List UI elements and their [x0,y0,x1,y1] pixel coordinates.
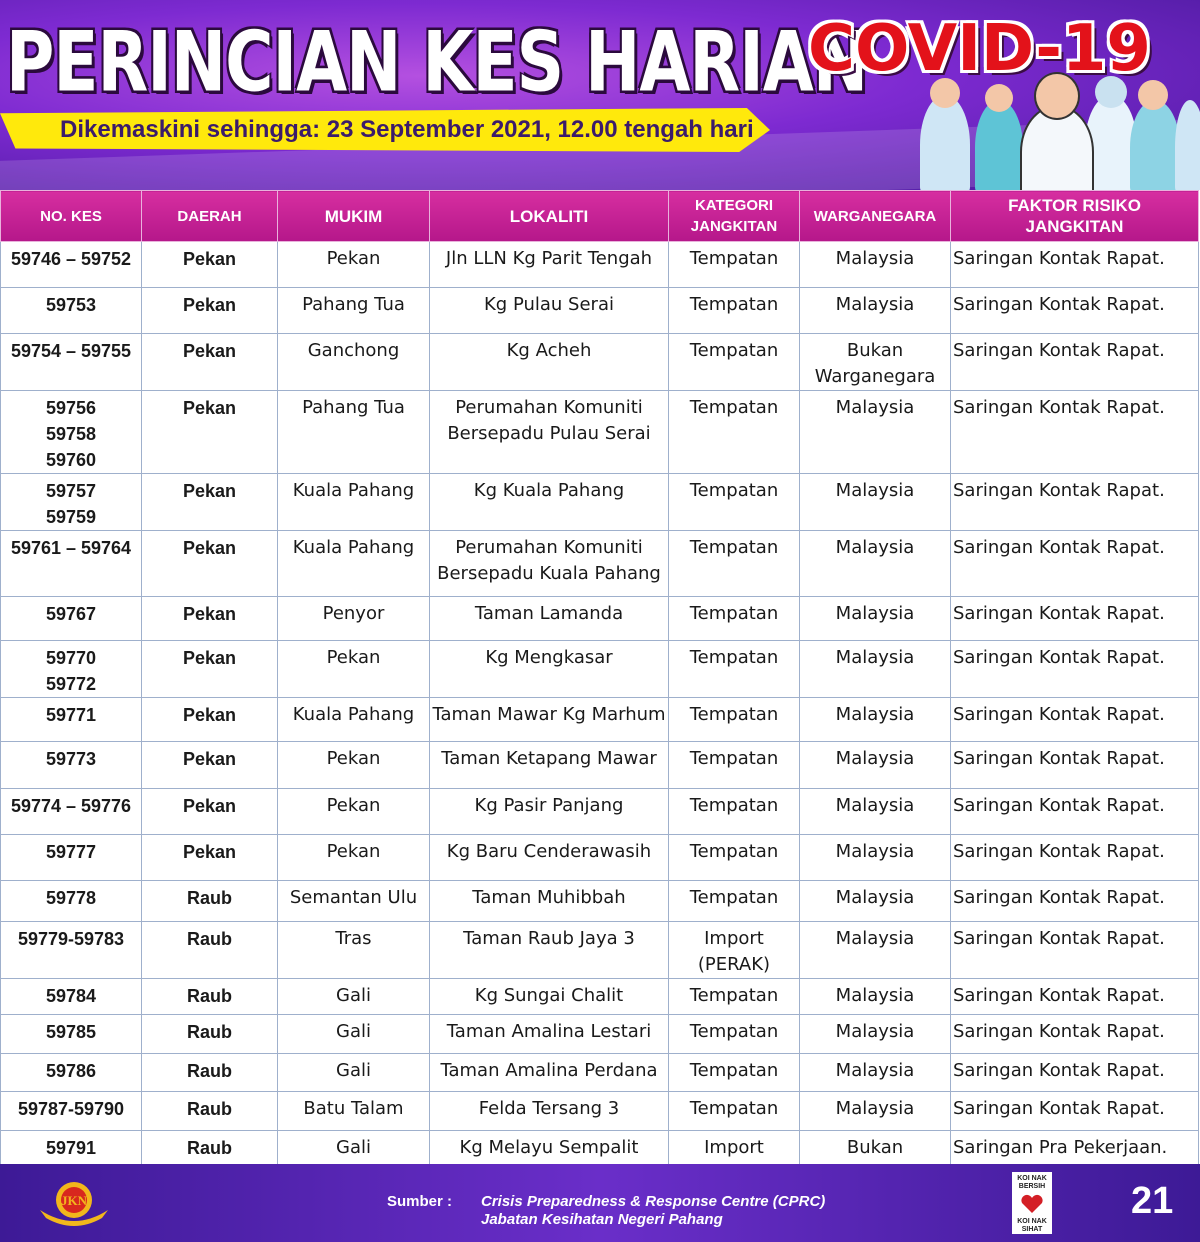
cell-no-kes [1,742,142,789]
cell-warganegara-line: Malaysia [835,985,915,1006]
cell-daerah: Raub [142,881,278,922]
cell-kategori-line: Tempatan [689,1021,779,1042]
update-date: Dikemaskini sehingga: 23 September 2021, 12.00 tengah hari [60,116,754,143]
col-header-no-kes: NO. KES [1,191,142,242]
cell-warganegara [800,698,951,742]
col-header-kategori-line2: JANGKITAN [690,218,778,235]
cell-warganegara-line: Malaysia [835,795,915,816]
source-label: Sumber : [387,1193,453,1210]
cell-no-kes [1,789,142,835]
cell-faktor: Saringan Kontak Rapat. [951,1015,1199,1054]
cell-daerah: Pekan [142,391,278,474]
cell-lokaliti-line: Taman Amalina Lestari [446,1021,652,1042]
table-row [1,1054,1199,1092]
cell-mukim: Pekan [278,242,430,288]
cell-mukim: Gali [278,1131,430,1188]
cell-lokaliti [430,334,669,391]
cell-lokaliti [430,698,669,742]
cell-kategori [669,922,800,979]
cell-mukim: Semantan Ulu [278,881,430,922]
cell-faktor: Saringan Kontak Rapat. [951,474,1199,531]
cell-lokaliti-line: Kg Sungai Chalit [474,985,624,1006]
cell-mukim: Pahang Tua [278,288,430,334]
cell-no-kes [1,242,142,288]
cell-faktor: Saringan Kontak Rapat. [951,531,1199,597]
cell-lokaliti-line: Taman Amalina Perdana [440,1060,658,1081]
cell-no-kes-line: 59786 [45,1061,97,1081]
cell-no-kes [1,698,142,742]
source-line-1: Crisis Preparedness & Response Centre (CPRC) [481,1193,826,1210]
cell-daerah: Pekan [142,474,278,531]
cell-lokaliti-line: Taman Mawar Kg Marhum [432,704,666,725]
cell-no-kes [1,881,142,922]
cell-lokaliti-line: Taman Lamanda [474,603,624,624]
cell-warganegara [800,334,951,391]
cell-warganegara [800,922,951,979]
cell-warganegara-line: Malaysia [835,397,915,418]
cell-daerah: Pekan [142,641,278,698]
koi-logo-bottom-text: KOI NAK SIHAT [1017,1218,1047,1233]
cell-daerah: Raub [142,1015,278,1054]
cell-warganegara [800,597,951,641]
cell-daerah: Pekan [142,531,278,597]
cell-lokaliti-line: Bersepadu Kuala Pahang [437,563,661,584]
table-row [1,881,1199,922]
cell-lokaliti [430,391,669,474]
cell-kategori [669,1054,800,1092]
cell-lokaliti [430,597,669,641]
cell-no-kes [1,288,142,334]
cell-kategori-line: Import [704,928,764,949]
cell-lokaliti-line: Kg Pulau Serai [484,294,614,315]
cell-lokaliti [430,1092,669,1131]
cell-faktor: Saringan Kontak Rapat. [951,391,1199,474]
header-banner [0,0,1200,190]
cell-mukim: Penyor [278,597,430,641]
col-header-lokaliti: LOKALITI [430,191,669,242]
cell-no-kes-line: 59770 [45,648,97,668]
cell-lokaliti [430,531,669,597]
cell-daerah: Raub [142,1092,278,1131]
cell-daerah: Pekan [142,242,278,288]
cell-kategori-line: Tempatan [689,603,779,624]
cell-faktor: Saringan Kontak Rapat. [951,698,1199,742]
cell-warganegara-line: Warganegara [814,366,936,387]
cell-daerah: Pekan [142,597,278,641]
cases-table [0,190,1199,1188]
cell-warganegara [800,979,951,1015]
cell-lokaliti-line: Taman Muhibbah [472,887,626,908]
cell-warganegara [800,881,951,922]
cell-no-kes-line: 59784 [45,986,97,1006]
cell-faktor: Saringan Kontak Rapat. [951,288,1199,334]
cell-kategori [669,979,800,1015]
table-row [1,391,1199,474]
cell-no-kes-line: 59746 – 59752 [10,249,132,269]
cell-kategori-line: Tempatan [689,1098,779,1119]
cell-daerah: Pekan [142,698,278,742]
cell-warganegara [800,288,951,334]
cell-warganegara-line: Malaysia [835,248,915,269]
cell-no-kes-line: 59758 [45,424,97,444]
cell-lokaliti [430,641,669,698]
cell-lokaliti-line: Kg Pasir Panjang [474,795,624,816]
cell-kategori-line: Tempatan [689,795,779,816]
page-number: 21 [1131,1180,1174,1222]
col-header-faktor [951,191,1199,242]
jkn-logo-icon [36,1176,112,1232]
cell-warganegara-line: Malaysia [835,1060,915,1081]
cell-kategori [669,531,800,597]
koi-logo-top-text: KOI NAK BERSIH [1017,1175,1047,1190]
cell-lokaliti-line: Taman Ketapang Mawar [441,748,657,769]
cell-faktor: Saringan Kontak Rapat. [951,835,1199,881]
cell-warganegara [800,242,951,288]
cell-mukim: Pekan [278,789,430,835]
cell-warganegara-line: Malaysia [835,704,915,725]
cell-no-kes [1,835,142,881]
cell-no-kes [1,1092,142,1131]
cell-lokaliti [430,922,669,979]
cell-kategori [669,742,800,789]
cell-lokaliti [430,242,669,288]
cell-kategori [669,474,800,531]
cell-faktor: Saringan Kontak Rapat. [951,334,1199,391]
cell-kategori-line: Tempatan [689,397,779,418]
cell-warganegara-line: Malaysia [835,1098,915,1119]
col-header-warganegara: WARGANEGARA [800,191,951,242]
cell-lokaliti-line: Kg Baru Cenderawasih [446,841,652,862]
cell-no-kes [1,531,142,597]
table-row [1,334,1199,391]
table-row [1,979,1199,1015]
cell-mukim: Pekan [278,742,430,789]
cell-kategori [669,698,800,742]
cell-kategori [669,789,800,835]
table-row [1,474,1199,531]
cell-daerah: Pekan [142,334,278,391]
cell-mukim: Tras [278,922,430,979]
cell-kategori [669,835,800,881]
cell-warganegara-line: Malaysia [835,480,915,501]
cell-lokaliti [430,742,669,789]
cell-lokaliti [430,474,669,531]
covid-title: COVID-19 [808,12,1151,86]
cell-no-kes-line: 59778 [45,888,97,908]
cell-lokaliti [430,288,669,334]
cell-faktor: Saringan Pra Pekerjaan. [951,1131,1199,1188]
cell-daerah: Pekan [142,742,278,789]
cell-warganegara-line: Malaysia [835,887,915,908]
cell-faktor: Saringan Kontak Rapat. [951,922,1199,979]
table-row [1,835,1199,881]
cell-no-kes [1,474,142,531]
cell-warganegara-line: Malaysia [835,928,915,949]
table-row [1,242,1199,288]
cell-mukim: Kuala Pahang [278,698,430,742]
cell-kategori [669,391,800,474]
cell-no-kes-line: 59759 [45,507,97,527]
cell-no-kes-line: 59785 [45,1022,97,1042]
cell-no-kes [1,1015,142,1054]
cell-kategori-line: (PERAK) [697,954,771,975]
table-header-row [1,191,1199,242]
table-row [1,531,1199,597]
cell-kategori-line: Tempatan [689,1060,779,1081]
cell-no-kes-line: 59777 [45,842,97,862]
cell-kategori-line: Tempatan [689,480,779,501]
cell-warganegara [800,474,951,531]
cell-kategori [669,641,800,698]
cell-no-kes-line: 59754 – 59755 [10,341,132,361]
cell-faktor: Saringan Kontak Rapat. [951,742,1199,789]
table-row [1,789,1199,835]
cell-daerah: Raub [142,922,278,979]
cell-kategori-line: Tempatan [689,340,779,361]
cell-kategori [669,1015,800,1054]
cell-warganegara-line: Bukan [846,340,904,361]
cell-lokaliti [430,1015,669,1054]
cell-faktor: Saringan Kontak Rapat. [951,789,1199,835]
cell-warganegara [800,835,951,881]
cell-lokaliti-line: Felda Tersang 3 [478,1098,620,1119]
cell-mukim: Gali [278,1054,430,1092]
cell-lokaliti-line: Perumahan Komuniti [455,397,643,418]
table-row [1,922,1199,979]
cell-no-kes-line: 59774 – 59776 [10,796,132,816]
cell-warganegara-line: Malaysia [835,647,915,668]
cell-no-kes-line: 59760 [45,450,97,470]
cell-warganegara-line: Malaysia [835,841,915,862]
cell-mukim: Pahang Tua [278,391,430,474]
cell-mukim: Pekan [278,835,430,881]
cell-lokaliti-line: Taman Raub Jaya 3 [463,928,635,949]
col-header-faktor-line2: JANGKITAN [1025,217,1124,236]
cell-faktor: Saringan Kontak Rapat. [951,242,1199,288]
page-title: PERINCIAN KES HARIAN [6,14,868,111]
cell-lokaliti-line: Kg Melayu Sempalit [459,1137,639,1158]
table-row [1,1015,1199,1054]
footer [0,1164,1200,1242]
cell-kategori-line: Tempatan [689,294,779,315]
cell-faktor: Saringan Kontak Rapat. [951,597,1199,641]
jkn-logo-text: JKN [61,1193,87,1208]
source-line-2: Jabatan Kesihatan Negeri Pahang [481,1211,723,1228]
cell-kategori-line: Tempatan [689,748,779,769]
cell-lokaliti-line: Jln LLN Kg Parit Tengah [445,248,653,269]
cell-lokaliti-line: Kg Mengkasar [485,647,613,668]
cell-kategori [669,881,800,922]
cell-no-kes-line: 59771 [45,705,97,725]
cell-lokaliti-line: Bersepadu Pulau Serai [447,423,651,444]
cell-no-kes [1,597,142,641]
cell-warganegara [800,742,951,789]
heart-icon [1020,1194,1044,1214]
cell-kategori [669,334,800,391]
cell-daerah: Raub [142,1054,278,1092]
cell-daerah: Pekan [142,835,278,881]
cell-warganegara [800,1015,951,1054]
cell-warganegara [800,789,951,835]
cell-kategori-line: Tempatan [689,841,779,862]
cell-mukim: Batu Talam [278,1092,430,1131]
cell-kategori [669,242,800,288]
cell-mukim: Pekan [278,641,430,698]
cell-no-kes-line: 59772 [45,674,97,694]
cell-warganegara-line: Malaysia [835,537,915,558]
col-header-kategori-line1: KATEGORI [694,197,774,214]
cell-daerah: Pekan [142,288,278,334]
cell-lokaliti [430,979,669,1015]
cell-warganegara [800,531,951,597]
cell-warganegara-line: Malaysia [835,1021,915,1042]
cell-warganegara-line: Bukan [846,1137,904,1158]
cell-no-kes-line: 59787-59790 [17,1099,125,1119]
table-body [1,242,1199,1188]
cell-faktor: Saringan Kontak Rapat. [951,1054,1199,1092]
cell-warganegara [800,1092,951,1131]
col-header-kategori [669,191,800,242]
cell-lokaliti-line: Kg Acheh [506,340,592,361]
cell-faktor: Saringan Kontak Rapat. [951,1092,1199,1131]
cell-no-kes-line: 59773 [45,749,97,769]
cell-lokaliti [430,881,669,922]
cell-no-kes [1,334,142,391]
cell-kategori-line: Tempatan [689,704,779,725]
cell-mukim: Gali [278,1015,430,1054]
table-row [1,742,1199,789]
cell-kategori-line: Import [704,1137,764,1158]
cell-no-kes-line: 59779-59783 [17,929,125,949]
cell-warganegara-line: Malaysia [835,603,915,624]
cell-daerah: Raub [142,1131,278,1188]
cell-lokaliti-line: Perumahan Komuniti [455,537,643,558]
cell-no-kes [1,641,142,698]
col-header-mukim: MUKIM [278,191,430,242]
cell-no-kes [1,979,142,1015]
table-row [1,641,1199,698]
cell-no-kes [1,391,142,474]
cell-lokaliti [430,789,669,835]
col-header-faktor-line1: FAKTOR RISIKO [1008,196,1141,215]
cell-lokaliti [430,835,669,881]
cell-kategori-line: Tempatan [689,887,779,908]
cell-kategori-line: Tempatan [689,647,779,668]
cell-kategori-line: Tempatan [689,248,779,269]
cell-no-kes-line: 59756 [45,398,97,418]
cell-warganegara [800,1054,951,1092]
col-header-daerah: DAERAH [142,191,278,242]
cell-daerah: Raub [142,979,278,1015]
cell-no-kes [1,922,142,979]
cell-warganegara-line: Malaysia [835,294,915,315]
cell-no-kes [1,1054,142,1092]
cell-warganegara-line: Malaysia [835,748,915,769]
cell-faktor: Saringan Kontak Rapat. [951,881,1199,922]
cell-kategori [669,1092,800,1131]
cell-faktor: Saringan Kontak Rapat. [951,979,1199,1015]
cell-mukim: Gali [278,979,430,1015]
cell-kategori [669,597,800,641]
cell-kategori [669,288,800,334]
table-row [1,288,1199,334]
cell-kategori-line: Tempatan [689,537,779,558]
table-row [1,1092,1199,1131]
cell-faktor: Saringan Kontak Rapat. [951,641,1199,698]
cell-warganegara [800,391,951,474]
cell-kategori-line: Tempatan [689,985,779,1006]
cell-no-kes-line: 59761 – 59764 [10,538,132,558]
cell-no-kes-line: 59767 [45,604,97,624]
cell-lokaliti-line: Kg Kuala Pahang [473,480,625,501]
table-row [1,698,1199,742]
cell-lokaliti [430,1054,669,1092]
cell-mukim: Ganchong [278,334,430,391]
cell-mukim: Kuala Pahang [278,474,430,531]
cell-no-kes-line: 59757 [45,481,97,501]
cell-no-kes-line: 59753 [45,295,97,315]
cell-no-kes-line: 59791 [45,1138,97,1158]
table-row [1,597,1199,641]
cell-daerah: Pekan [142,789,278,835]
koi-nak-sihat-logo [1012,1172,1052,1234]
cell-warganegara [800,641,951,698]
cell-mukim: Kuala Pahang [278,531,430,597]
